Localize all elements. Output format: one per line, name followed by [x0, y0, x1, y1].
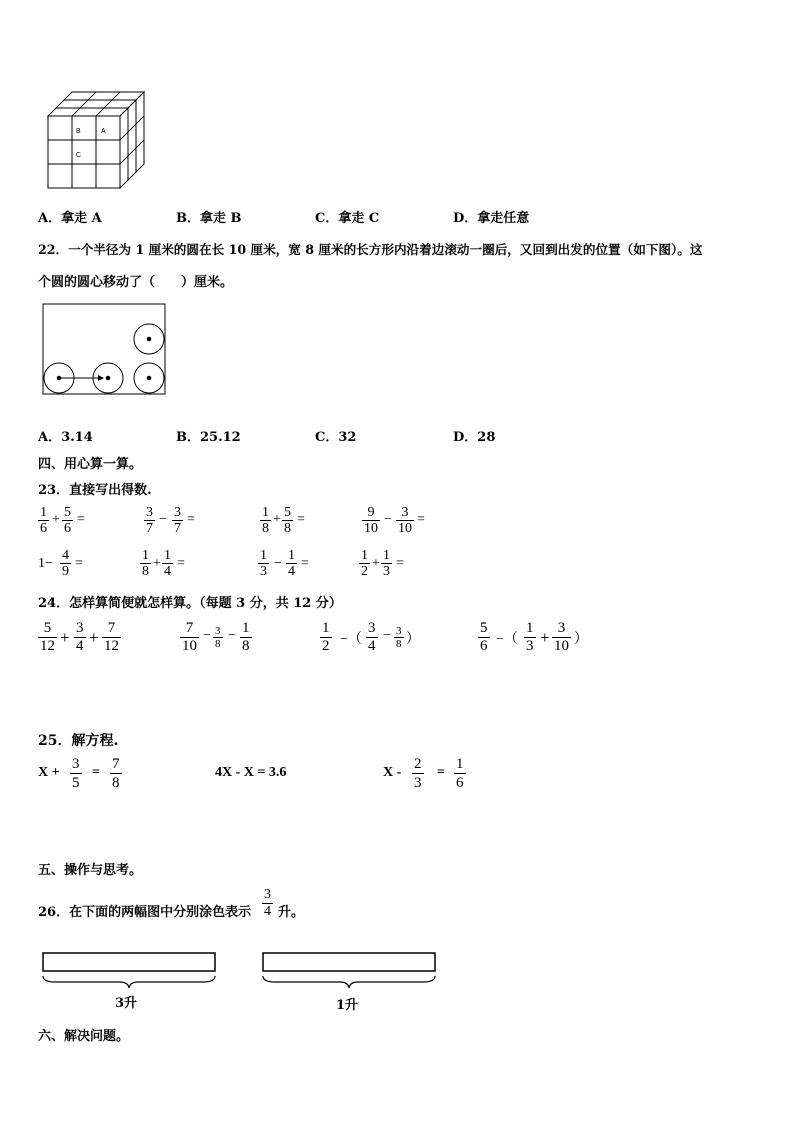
q23-r2-e2-frac-a: $\frac{1}{8}$	[142, 548, 149, 579]
q24-e3-op-1: −（	[340, 632, 362, 647]
q24-e2-frac-3: $\frac{1}{8}$	[242, 620, 250, 654]
q24-e4-frac-1: $\frac{5}{6}$	[480, 620, 488, 654]
bar-3-liters	[40, 950, 220, 992]
q24-e3-op-2: −	[383, 628, 391, 643]
q25-title: 25．解方程.	[38, 733, 119, 749]
q25-eq3-frac-1: $\frac{2}{3}$	[414, 756, 422, 791]
q23-r1-e2-eq: =	[187, 512, 195, 527]
q23-r2-e3-eq: =	[301, 556, 309, 571]
section-4-heading: 四、用心算一算。	[38, 457, 143, 472]
q22-text-line2: 个圆的圆心移动了（ ）厘米。	[38, 275, 234, 290]
q23-r1-e4-eq: =	[417, 512, 425, 527]
q23-r2-e3-frac-b: $\frac{1}{4}$	[288, 548, 295, 579]
q23-r1-e3-frac-b: $\frac{5}{8}$	[284, 505, 291, 536]
q23-r1-e1-frac-a: $\frac{1}{6}$	[40, 505, 47, 536]
q23-r1-e2-frac-b: $\frac{3}{7}$	[174, 505, 181, 536]
q21-option-c: C．拿走 C	[315, 211, 380, 226]
q21-option-b: B．拿走 B	[176, 211, 242, 226]
q24-e2-frac-2: $\frac{3}{8}$	[215, 625, 221, 650]
q24-e4-frac-3: $\frac{3}{10}$	[554, 620, 569, 654]
q22-option-d: D．28	[453, 430, 496, 445]
q23-r1-e4-frac-a: $\frac{9}{10}$	[364, 505, 378, 536]
cube-label-b: B	[76, 128, 81, 135]
q25-eq2: 4X - X = 3.6	[215, 765, 287, 780]
q24-e4-op-2: +	[540, 628, 550, 647]
q24-e1-op-2: +	[89, 628, 99, 647]
q24-e1-op-1: +	[60, 628, 70, 647]
q23-r1-e3-frac-a: $\frac{1}{8}$	[262, 505, 269, 536]
q25-eq3-equals: =	[437, 765, 445, 780]
q26-text-before: 26．在下面的两幅图中分别涂色表示	[38, 905, 252, 920]
q24-e1-frac-1: $\frac{5}{12}$	[40, 620, 55, 654]
q23-r2-e1-lead: 1−	[38, 556, 53, 571]
q24-e1-frac-2: $\frac{3}{4}$	[76, 620, 84, 654]
q24-e2-op-1: −	[203, 628, 211, 643]
q22-text-line1: 22．一个半径为 1 厘米的圆在长 10 厘米，宽 8 厘米的长方形内沿着边滚动一圈后，又回到出发的位置（如下图）。这	[38, 242, 703, 257]
bar-1-liter-label: 1升	[336, 998, 359, 1013]
q25-eq1-lead: X +	[38, 765, 60, 780]
rolling-circle-figure	[38, 300, 172, 400]
q23-r2-e3-op: −	[274, 556, 282, 571]
q23-r1-e1-frac-b: $\frac{5}{6}$	[64, 505, 71, 536]
q24-e3-frac-1: $\frac{1}{2}$	[322, 620, 330, 654]
q23-r1-e3-op: +	[273, 512, 281, 527]
bar-1-liter	[260, 950, 440, 992]
q26-frac: $\frac{3}{4}$	[264, 887, 271, 919]
q21-option-d: D．拿走任意	[453, 211, 530, 226]
q23-r2-e4-frac-a: $\frac{1}{2}$	[361, 548, 368, 579]
q24-e3-frac-3: $\frac{3}{8}$	[396, 625, 402, 650]
q25-eq1-frac-2: $\frac{7}{8}$	[112, 756, 120, 791]
q23-r1-e4-frac-b: $\frac{3}{10}$	[398, 505, 412, 536]
q24-e4-op-1: −（	[496, 632, 518, 647]
q25-eq1-frac-1: $\frac{3}{5}$	[72, 756, 80, 791]
q23-r2-e4-frac-b: $\frac{1}{3}$	[383, 548, 390, 579]
q25-eq1-equals: =	[92, 765, 100, 780]
q23-r1-e1-eq: =	[77, 512, 85, 527]
q23-r2-e1-eq: =	[75, 556, 83, 571]
q23-r1-e2-op: −	[159, 512, 167, 527]
q24-e4-frac-2: $\frac{1}{3}$	[526, 620, 534, 654]
section-5-heading: 五、操作与思考。	[38, 863, 143, 878]
cube-label-c: C	[76, 152, 82, 159]
q23-title: 23．直接写出得数.	[38, 483, 152, 498]
q24-e2-frac-1: $\frac{7}{10}$	[182, 620, 197, 654]
cube-figure	[44, 88, 150, 190]
q25-eq3-lead: X -	[383, 765, 402, 780]
q23-r1-e4-op: −	[384, 512, 392, 527]
q24-title: 24．怎样算简便就怎样算。（每题 3 分，共 12 分）	[38, 596, 342, 611]
q24-e3-close: ）	[406, 632, 420, 647]
q23-r1-e2-frac-a: $\frac{3}{7}$	[146, 505, 153, 536]
q23-r2-e2-op: +	[153, 556, 161, 571]
q23-r1-e1-op: +	[52, 512, 60, 527]
q23-r2-e3-frac-a: $\frac{1}{3}$	[260, 548, 267, 579]
q23-r1-e3-eq: =	[297, 512, 305, 527]
q24-e4-close: ）	[574, 632, 588, 647]
section-6-heading: 六、解决问题。	[38, 1029, 130, 1044]
q23-r2-e2-frac-b: $\frac{1}{4}$	[164, 548, 171, 579]
bar-3-liters-label: 3升	[115, 996, 138, 1011]
q22-option-a: A．3.14	[38, 430, 93, 445]
q22-option-b: B．25.12	[176, 430, 241, 445]
q24-e2-op-2: −	[228, 628, 236, 643]
q23-r2-e4-eq: =	[396, 556, 404, 571]
q22-option-c: C．32	[315, 430, 357, 445]
q24-e1-frac-3: $\frac{7}{12}$	[104, 620, 119, 654]
q21-option-a: A．拿走 A	[38, 211, 102, 226]
q23-r2-e2-eq: =	[177, 556, 185, 571]
q23-r2-e4-op: +	[372, 556, 380, 571]
q23-r2-e1-frac-a: $\frac{4}{9}$	[62, 548, 69, 579]
q26-text-after: 升。	[278, 905, 305, 920]
cube-label-a: A	[101, 128, 106, 135]
q25-eq3-frac-2: $\frac{1}{6}$	[456, 756, 464, 791]
q24-e3-frac-2: $\frac{3}{4}$	[368, 620, 376, 654]
